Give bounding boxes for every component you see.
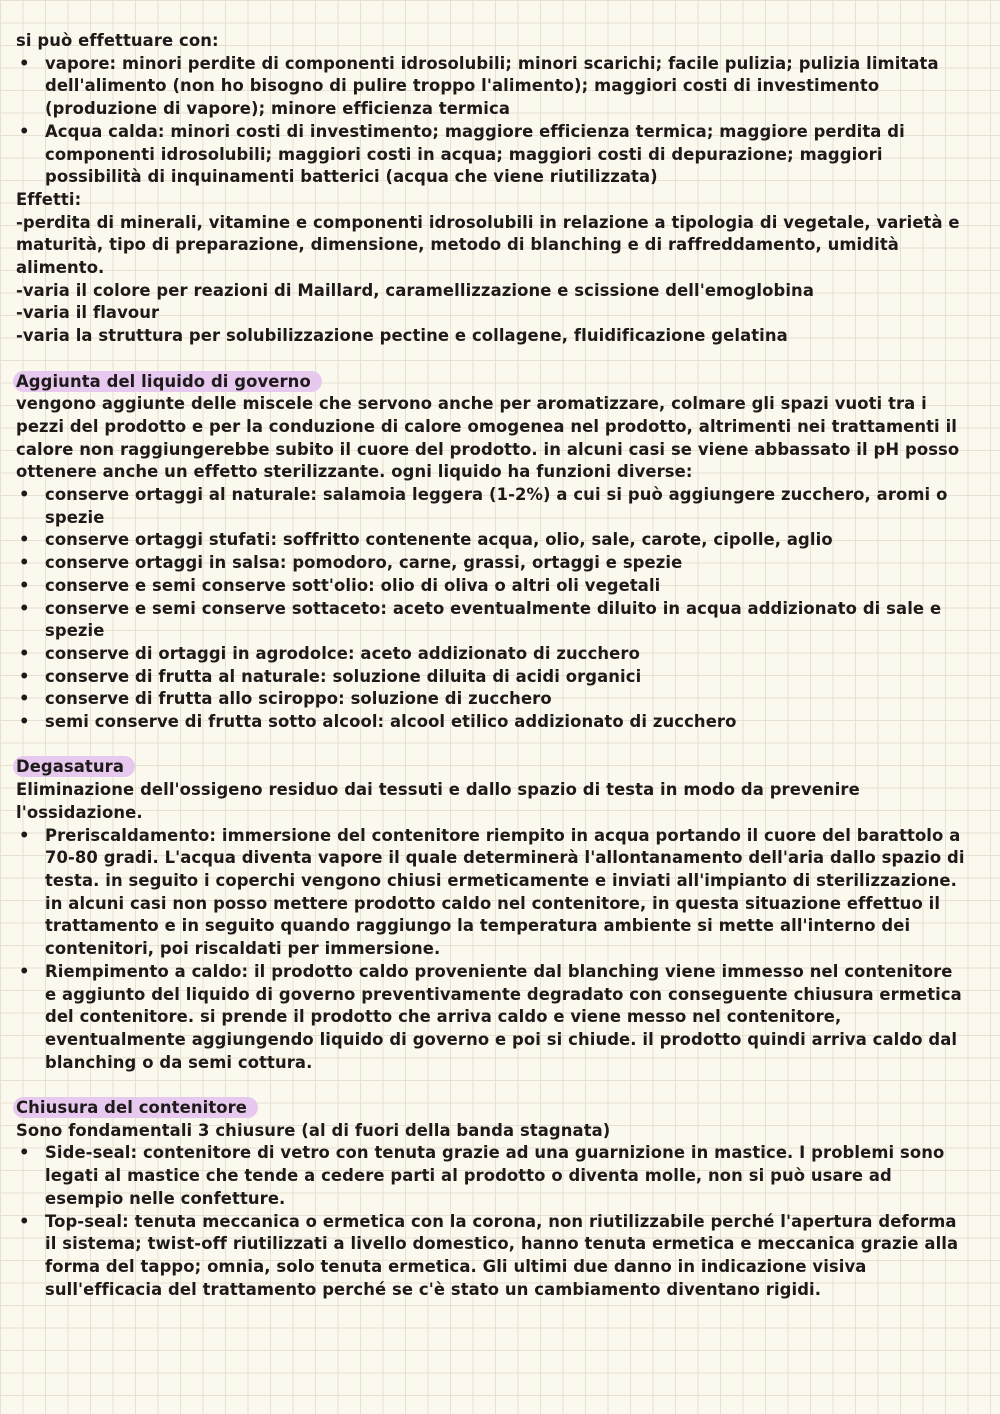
- degasatura-item-preriscaldamento: • Preriscaldamento: immersione del contenitore riempito in acqua portando il cuore del barattolo a 70-80 gradi. L'acqua diventa vapore il quale determinerà l'allontanamento dell'aria dallo spazio di testa. in seguito i coperchi vengono chiusi ermeticamente e inviati all'impianto di sterilizzazione. in alcuni casi non posso mettere prodotto caldo nel contenitore, in questa situazione effettuo il trattamento e in seguito quando raggiungo la temperatura ambiente si mette all'interno dei contenitori, poi riscaldati per immersione.: [16, 825, 966, 961]
- section-spacer: [16, 1074, 966, 1097]
- chiusura-item-side-seal: • Side-seal: contenitore di vetro con tenuta grazie ad una guarnizione in mastice. I problemi sono legati al mastice che tende a cedere parti al prodotto o diventa molle, non si può usare ad esempio nelle confetture.: [16, 1142, 966, 1210]
- section-heading-liquido: Aggiunta del liquido di governo: [13, 371, 322, 392]
- chiusura-list: [16, 1142, 966, 1301]
- section-spacer: [16, 348, 966, 371]
- liquido-item: • conserve di frutta allo sciroppo: soluzione di zucchero: [16, 688, 966, 711]
- liquido-item: • conserve di frutta al naturale: soluzione diluita di acidi organici: [16, 666, 966, 689]
- section-heading-degasatura: Degasatura: [13, 756, 135, 777]
- effects-section: [16, 189, 966, 348]
- liquido-item: • conserve di ortaggi in agrodolce: aceto addizionato di zucchero: [16, 643, 966, 666]
- liquido-item: • conserve e semi conserve sott'olio: olio di oliva o altri oli vegetali: [16, 575, 966, 598]
- chiusura-section: [16, 1097, 966, 1301]
- chiusura-item-top-seal: • Top-seal: tenuta meccanica o ermetica con la corona, non riutilizzabile perché l'apertura deforma il sistema; twist-off riutilizzati a livello domestico, hanno tenuta ermetica e meccanica grazie alla forma del tappo; omnia, solo tenuta ermetica. Gli ultimi due danno in indicazione visiva sull'efficacia del trattamento perché se c'è stato un cambiamento diventano rigidi.: [16, 1211, 966, 1302]
- intro-lead: si può effettuare con:: [16, 31, 219, 50]
- chiusura-paragraph: Sono fondamentali 3 chiusure (al di fuori della banda stagnata): [16, 1120, 611, 1140]
- degasatura-list: [16, 825, 966, 1075]
- section-spacer: [16, 734, 966, 757]
- intro-section: [16, 30, 966, 189]
- effects-line: -perdita di minerali, vitamine e componenti idrosolubili in relazione a tipologia di vegetale, varietà e maturità, tipo di preparazione, dimensione, metodo di blanching e di raffreddamento, umidità alimento.: [16, 212, 960, 278]
- degasatura-section: [16, 756, 966, 1074]
- liquido-item: • conserve e semi conserve sottaceto: aceto eventualmente diluito in acqua addizionato di sale e spezie: [16, 598, 966, 643]
- section-heading-chiusura: Chiusura del contenitore: [13, 1097, 258, 1118]
- liquido-item: • conserve ortaggi al naturale: salamoia leggera (1-2%) a cui si può aggiungere zucchero, aromi o spezie: [16, 484, 966, 529]
- liquido-list: [16, 484, 966, 734]
- intro-list: [16, 53, 966, 189]
- degasatura-item-riempimento: • Riempimento a caldo: il prodotto caldo proveniente dal blanching viene immesso nel contenitore e aggiunto del liquido di governo preventivamente degradato con conseguente chiusura ermetica del contenitore. si prende il prodotto che arriva caldo e viene messo nel contenitore, eventualmente aggiungendo liquido di governo e poi si chiude. il prodotto quindi arriva caldo dal blanching o da semi cottura.: [16, 961, 966, 1075]
- liquido-item: • conserve ortaggi in salsa: pomodoro, carne, grassi, ortaggi e spezie: [16, 552, 966, 575]
- effects-line: -varia il colore per reazioni di Maillard, caramellizzazione e scissione dell'emoglobina: [16, 280, 814, 300]
- liquido-item: • semi conserve di frutta sotto alcool: alcool etilico addizionato di zucchero: [16, 711, 966, 734]
- liquido-paragraph: vengono aggiunte delle miscele che servono anche per aromatizzare, colmare gli spazi vuoti tra i pezzi del prodotto e per la conduzione di calore omogenea nel prodotto, altrimenti nei trattamenti il calore non raggiungerebbe subito il cuore del prodotto. in alcuni casi se viene abbassato il pH posso ottenere anche un effetto sterilizzante. ogni liquido ha funzioni diverse:: [16, 394, 960, 482]
- liquido-item: • conserve ortaggi stufati: soffritto contenente acqua, olio, sale, carote, cipolle, aglio: [16, 529, 966, 552]
- effects-line: -varia la struttura per solubilizzazione pectine e collagene, fluidificazione gelatina: [16, 326, 788, 346]
- effects-label: Effetti:: [16, 189, 82, 209]
- degasatura-paragraph: Eliminazione dell'ossigeno residuo dai tessuti e dallo spazio di testa in modo da prevenire l'ossidazione.: [16, 780, 860, 822]
- effects-line: -varia il flavour: [16, 303, 160, 323]
- liquido-section: [16, 371, 966, 734]
- intro-item-vapore: • vapore: minori perdite di componenti idrosolubili; minori scarichi; facile pulizia; pulizia limitata dell'alimento (non ho bisogno di pulire troppo l'alimento); maggiori costi di investimento (produzione di vapore); minore efficienza termica: [16, 53, 966, 121]
- intro-item-acqua-calda: • Acqua calda: minori costi di investimento; maggiore efficienza termica; maggiore perdita di componenti idrosolubili; maggiori costi in acqua; maggiori costi di depurazione; maggiori possibilità di inquinamenti batterici (acqua che viene riutilizzata): [16, 121, 966, 189]
